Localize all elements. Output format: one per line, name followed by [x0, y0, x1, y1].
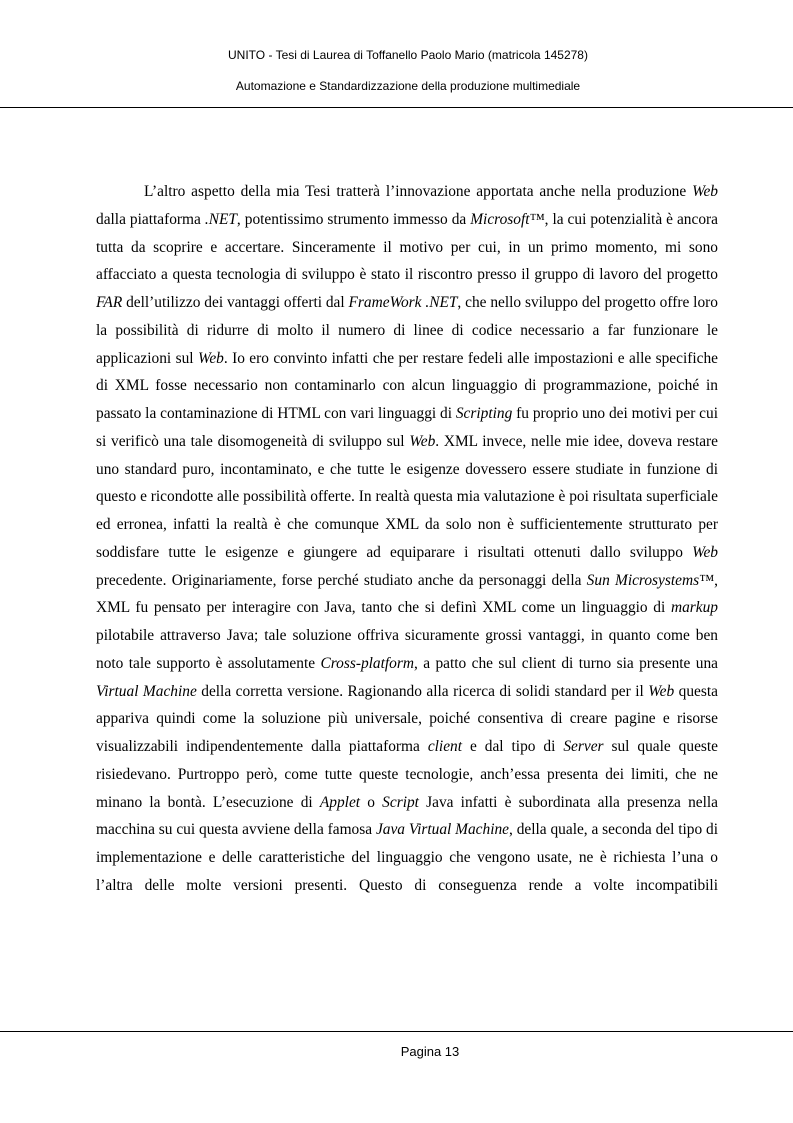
page-number: Pagina 13 [400, 1044, 460, 1059]
paragraph [96, 178, 718, 900]
text-run: ™, XML fu pensato per interagire con Java, tanto che si definì XML come un linguaggio di [96, 571, 718, 617]
italic-term: Applet [319, 793, 361, 811]
text-run: . XML invece, nelle mie idee, doveva restare uno standard puro, incontaminato, e che tutte le esigenze dovessero essere studiate in funzione di questo e ricondotte alle possibilità offerte. In realtà questa mia valutazione è poi risultata superficiale ed erronea, infatti la realtà è che comunque XML da solo non è sufficientemente strutturato per soddisfare tutte le esigenze e giungere ad equiparare i risultati ottenuti dallo sviluppo [96, 432, 719, 561]
text-run: pilotabile attraverso Java; tale soluzione offriva sicuramente grossi vantaggi, in quanto come ben noto tale supporto è assolutamente [96, 627, 718, 672]
text-run: , che nello sviluppo del progetto offre loro la possibilità di ridurre di molto il numero di linee di codice necessario a far funzionare le applicazioni sul [96, 294, 718, 367]
text-run: o [360, 793, 383, 811]
italic-term: Sun Microsystems [586, 571, 700, 589]
italic-term: FAR [96, 294, 123, 311]
italic-term: FrameWork .NET [348, 294, 458, 311]
text-run: della corretta versione. Ragionando alla ricerca di solidi standard per il [196, 682, 649, 700]
text-run: . Io ero convinto infatti che per restare fedeli alle impostazioni e alle specifiche di XML fosse necessario non contaminarlo con alcun linguaggio di programmazione, poiché in passato la contaminazione di HTML con vari linguaggi di [96, 349, 718, 422]
italic-term: Scripting [455, 405, 513, 422]
italic-term: client [427, 738, 463, 755]
italic-term: Web [197, 349, 224, 367]
italic-term: Script [382, 793, 419, 811]
text-run: fu proprio uno dei motivi per cui si verificò una tale disomogeneità di sviluppo sul [96, 405, 718, 450]
header-divider [0, 107, 793, 108]
italic-term: Web [409, 432, 436, 450]
text-run: questa appariva quindi come la soluzione più universale, poiché consentiva di creare pagine e risorse visualizzabili indipendentemente dalla piattaforma [96, 682, 718, 755]
text-run: dalla piattaforma [96, 210, 205, 228]
italic-term: Java Virtual Machine [375, 821, 510, 839]
header-subtitle: Automazione e Standardizzazione della produzione multimediale [235, 79, 581, 93]
italic-term: Cross-platform [320, 654, 414, 672]
footer-divider [0, 1031, 793, 1032]
italic-term: Web [692, 543, 718, 561]
page-header [0, 0, 793, 108]
italic-term: Web [648, 682, 675, 700]
italic-term: Web [692, 183, 718, 200]
italic-term: Server [563, 738, 604, 755]
body-text [96, 178, 718, 900]
text-run: , della quale, a seconda del tipo di implementazione e delle caratteristiche del linguaggio che vengono usate, ne è richiesta l’una o l’altra delle molte versioni presenti. Questo di conseguenza rende a volte incompatibili [96, 821, 719, 894]
text-run: dell’utilizzo dei vantaggi offerti dal [122, 294, 349, 311]
text-run: precedente. Originariamente, forse perché studiato anche da personaggi della [96, 571, 587, 589]
text-run: e dal tipo di [462, 738, 564, 755]
italic-term: Virtual Machine [96, 682, 197, 700]
text-run: sul quale queste risiedevano. Purtroppo però, come tutte queste tecnologie, anch’essa presenta dei limiti, che ne minano la bontà. L’esecuzione di [96, 738, 718, 811]
text-run: , a patto che sul client di turno sia presente una [413, 654, 718, 672]
italic-term: markup [670, 599, 718, 617]
text-run: , la cui potenzialità è ancora tutta da scoprire e accertare. Sinceramente il motivo per cui, in un primo momento, mi sono affacciato a questa tecnologia di sviluppo è stato il riscontro presso il gruppo di lavoro del progetto [96, 210, 718, 284]
italic-term: Microsoft™ [470, 210, 545, 228]
text-run: Java infatti è subordinata alla presenza nella macchina su cui questa avviene della famosa [96, 793, 718, 839]
text-run: , potentissimo strumento immesso da [236, 210, 471, 228]
text-run: L’altro aspetto della mia Tesi tratterà l’innovazione apportata anche nella produzione [144, 183, 693, 200]
italic-term: .NET [204, 210, 237, 228]
header-thesis-title: UNITO - Tesi di Laurea di Toffanello Paolo Mario (matricola 145278) [228, 48, 588, 62]
